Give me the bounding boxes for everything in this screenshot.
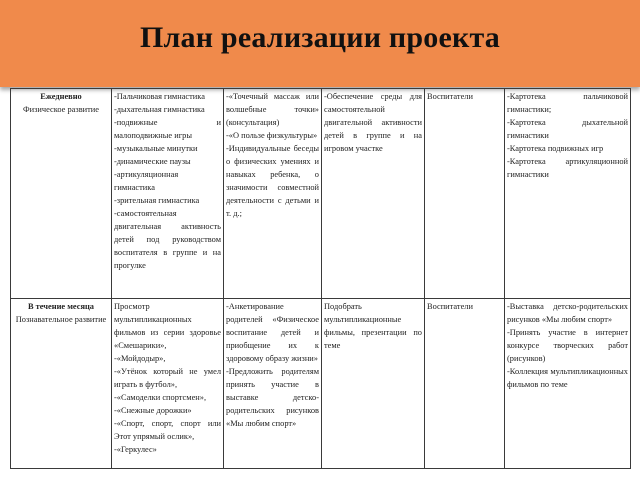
table-row: [11, 299, 631, 469]
list-item: -Выставка детско-родительских рисунков «Мы любим спорт»: [507, 302, 628, 324]
responsible-cell: [425, 89, 505, 299]
slide-title: План реализации проекта: [139, 21, 500, 54]
list-item: -подвижные и малоподвижные игры: [114, 118, 221, 140]
list-item: -Картотека подвижных игр: [507, 144, 604, 153]
responsible-label: Воспитатели: [427, 302, 473, 311]
list-item: -Анкетирование родителей «Физическое воспитание детей и приобщение их к здоровому образу жизни»: [226, 302, 319, 363]
list-item: -«Геркулес»: [114, 445, 157, 454]
list-item: -Принять участие в интернет конкурсе творческих работ (рисунков): [507, 328, 628, 363]
list-item: -Предложить родителям принять участие в выставке детско-родительских рисунков «Мы любим спорт»: [226, 367, 319, 428]
list-item: -Картотека пальчиковой гимнастики;: [507, 92, 628, 114]
forms-cell: [112, 89, 224, 299]
responsible-cell: [425, 299, 505, 469]
list-item: -Индивидуальные беседы о физических умениях и навыках ребенка, о значимости совместной деятельности с детьми и т. д.;: [226, 144, 319, 218]
list-item: -дыхательная гимнастика: [114, 105, 205, 114]
list-item: -Картотека артикуляционной гимнастики: [507, 157, 628, 179]
table-row: [11, 89, 631, 299]
list-item: -Картотека дыхательной гимнастики: [507, 118, 628, 140]
list-item: Просмотр мультипликационных фильмов из серии здоровье «Смешарики»,: [114, 302, 221, 350]
list-item: -динамические паузы: [114, 157, 191, 166]
environment-cell: [322, 89, 425, 299]
list-item: -«Утёнок который не умел играть в футбол»,: [114, 367, 221, 389]
period-cell: [11, 89, 112, 299]
parents-cell: [224, 89, 322, 299]
project-plan-table: [10, 88, 631, 469]
forms-cell: [112, 299, 224, 469]
area-label: Физическое развитие: [23, 105, 99, 114]
list-item: -артикуляционная гимнастика: [114, 170, 179, 192]
result-cell: [505, 89, 631, 299]
parents-cell: [224, 299, 322, 469]
list-item: Подобрать мультипликационные фильмы, презентации по теме: [324, 302, 422, 350]
list-item: -самостоятельная двигательная активность детей под руководством воспитателя в группе и на прогулке: [114, 209, 221, 270]
list-item: -Обеспечение среды для самостоятельной двигательной активности детей в группе и на игровом участке: [324, 92, 422, 153]
list-item: -«Спорт, спорт, спорт или Этот упрямый ослик»,: [114, 419, 221, 441]
period-cell: [11, 299, 112, 469]
list-item: -зрительная гимнастика: [114, 196, 200, 205]
area-label: Познавательное развитие: [15, 315, 107, 324]
result-cell: [505, 299, 631, 469]
list-item: -«О пользе физкультуры»: [226, 131, 318, 140]
list-item: -«Мойдодыр»,: [114, 354, 166, 363]
period-label: В течение месяца: [28, 302, 94, 311]
list-item: -Пальчиковая гимнастика: [114, 92, 205, 101]
responsible-label: Воспитатели: [427, 92, 473, 101]
environment-cell: [322, 299, 425, 469]
list-item: -«Точечный массаж или волшебные точки» (консультация): [226, 92, 319, 127]
period-label: Ежедневно: [40, 92, 82, 101]
list-item: -Коллекция мультипликационных фильмов по теме: [507, 367, 628, 389]
list-item: -музыкальные минутки: [114, 144, 198, 153]
list-item: -«Снежные дорожки»: [114, 406, 192, 415]
list-item: -«Самоделки спортсмен»,: [114, 393, 207, 402]
